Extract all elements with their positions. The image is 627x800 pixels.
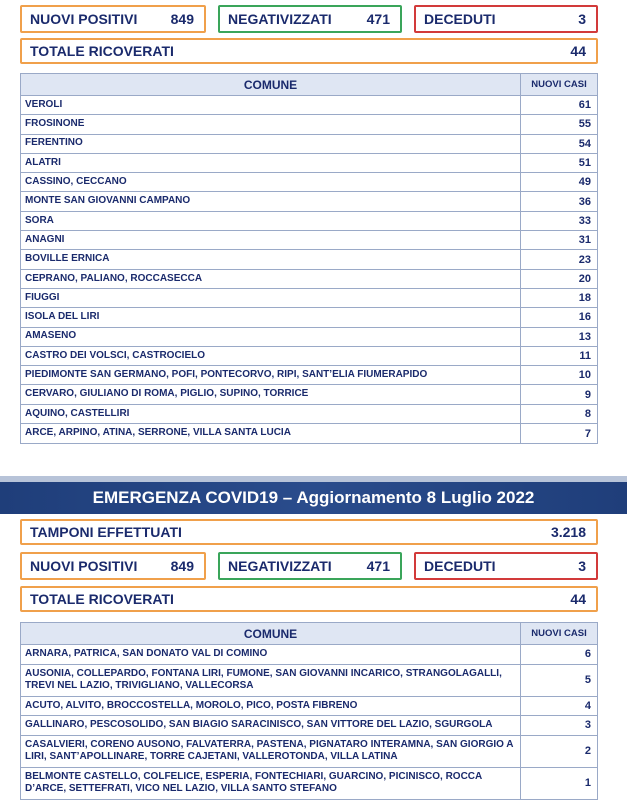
table-row: [21, 665, 597, 697]
nuovi-casi-cell: 51: [578, 157, 591, 170]
nuovi-casi-cell: 54: [578, 137, 591, 150]
table-row: [21, 328, 597, 347]
comune-cell: ANAGNI: [21, 231, 521, 249]
nuovi-positivi-value: 849: [170, 558, 194, 574]
tamponi-value: 3.218: [550, 524, 586, 540]
nuovi-casi-cell: 49: [578, 176, 591, 189]
table-row: [21, 716, 597, 736]
table-row: [21, 366, 597, 385]
negativizzati-box: [218, 552, 402, 580]
table-row: [21, 96, 597, 115]
header-comune: COMUNE: [21, 74, 521, 95]
negativizzati-value: 471: [366, 558, 390, 574]
table-row: [21, 736, 597, 768]
nuovi-casi-cell: 33: [578, 214, 591, 227]
comune-cell: AQUINO, CASTELLIRI: [21, 405, 521, 423]
nuovi-positivi-box: [20, 552, 206, 580]
comune-cell: ISOLA DEL LIRI: [21, 308, 521, 326]
deceduti-label: DECEDUTI: [424, 558, 496, 574]
table-row: [21, 385, 597, 404]
nuovi-casi-cell: 55: [578, 118, 591, 131]
negativizzati-label: NEGATIVIZZATI: [228, 558, 332, 574]
comune-cell: CASTRO DEI VOLSCI, CASTROCIELO: [21, 347, 521, 365]
comune-cell: GALLINARO, PESCOSOLIDO, SAN BIAGIO SARACINISCO, SAN VITTORE DEL LAZIO, SGURGOLA: [21, 716, 521, 735]
nuovi-casi-cell: 20: [578, 272, 591, 285]
nuovi-casi-cell: 61: [578, 99, 591, 112]
comune-cell: ARNARA, PATRICA, SAN DONATO VAL DI COMINO: [21, 645, 521, 664]
nuovi-casi-cell: 11: [579, 350, 591, 362]
comune-cell: CEPRANO, PALIANO, ROCCASECCA: [21, 270, 521, 288]
table-row: [21, 212, 597, 231]
nuovi-casi-cell: 1: [584, 777, 591, 789]
nuovi-casi-cell: 16: [578, 311, 591, 324]
table-row: [21, 645, 597, 665]
nuovi-casi-cell: 5: [584, 674, 591, 686]
comune-cell: FROSINONE: [21, 115, 521, 133]
comune-cell: BELMONTE CASTELLO, COLFELICE, ESPERIA, FONTECHIARI, GUARCINO, PICINISCO, ROCCA D’ARCE, SETTEFRATI, VICO NEL LAZIO, VILLA SANTO STEFANO: [21, 768, 521, 799]
comune-cell: ALATRI: [21, 154, 521, 172]
comune-cell: PIEDIMONTE SAN GERMANO, POFI, PONTECORVO, RIPI, SANT’ELIA FIUMERAPIDO: [21, 366, 521, 384]
nuovi-positivi-label: NUOVI POSITIVI: [30, 11, 138, 27]
deceduti-value: 3: [578, 558, 586, 574]
header-nuovi-casi: NUOVI CASI: [531, 628, 587, 639]
comune-cell: ACUTO, ALVITO, BROCCOSTELLA, MOROLO, PICO, POSTA FIBRENO: [21, 697, 521, 716]
table-row: [21, 289, 597, 308]
nuovi-positivi-label: NUOVI POSITIVI: [30, 558, 138, 574]
comune-cell: AMASENO: [21, 328, 521, 346]
top-stats-row: [20, 5, 598, 33]
table-row: [21, 231, 597, 250]
negativizzati-label: NEGATIVIZZATI: [228, 11, 332, 27]
nuovi-casi-cell: 31: [578, 234, 591, 247]
table-row: [21, 424, 597, 443]
bottom-cases-table: [20, 622, 598, 800]
nuovi-casi-cell: 8: [584, 407, 591, 420]
header-nuovi-casi: NUOVI CASI: [531, 79, 587, 90]
table-body: [21, 96, 597, 443]
totale-ricoverati-box: [20, 38, 598, 64]
comune-cell: BOVILLE ERNICA: [21, 250, 521, 268]
tamponi-box: [20, 519, 598, 545]
table-row: [21, 308, 597, 327]
nuovi-casi-cell: 4: [584, 699, 591, 712]
table-row: [21, 697, 597, 717]
comune-cell: ARCE, ARPINO, ATINA, SERRONE, VILLA SANTA LUCIA: [21, 424, 521, 443]
table-row: [21, 192, 597, 211]
nuovi-casi-cell: 18: [578, 292, 591, 305]
nuovi-positivi-value: 849: [170, 11, 194, 27]
deceduti-value: 3: [578, 11, 586, 27]
nuovi-casi-cell: 6: [584, 648, 591, 661]
table-header: [21, 623, 597, 645]
comune-cell: SORA: [21, 212, 521, 230]
negativizzati-box: [218, 5, 402, 33]
nuovi-casi-cell: 36: [578, 195, 591, 208]
nuovi-casi-cell: 7: [584, 427, 591, 440]
comune-cell: FERENTINO: [21, 135, 521, 153]
header-comune: COMUNE: [21, 623, 521, 644]
nuovi-casi-cell: 23: [578, 253, 591, 266]
table-row: [21, 405, 597, 424]
table-row: [21, 250, 597, 269]
comune-cell: CASALVIERI, CORENO AUSONO, FALVATERRA, PASTENA, PIGNATARO INTERAMNA, SAN GIORGIO A LIRI, SANT’APOLLINARE, TORRE CAJETANI, VALLEROTONDA, VILLA LATINA: [21, 736, 521, 767]
table-row: [21, 135, 597, 154]
bottom-stats-row: [20, 552, 598, 580]
nuovi-casi-cell: 3: [584, 719, 591, 732]
comune-cell: CERVARO, GIULIANO DI ROMA, PIGLIO, SUPINO, TORRICE: [21, 385, 521, 403]
table-row: [21, 270, 597, 289]
tamponi-label: TAMPONI EFFETTUATI: [30, 524, 182, 540]
table-row: [21, 173, 597, 192]
table-body: [21, 645, 597, 799]
negativizzati-value: 471: [366, 11, 390, 27]
totale-ricoverati-box: [20, 586, 598, 612]
totale-ricoverati-value: 44: [570, 43, 586, 59]
table-row: [21, 154, 597, 173]
deceduti-label: DECEDUTI: [424, 11, 496, 27]
table-row: [21, 768, 597, 799]
totale-ricoverati-label: TOTALE RICOVERATI: [30, 591, 174, 607]
nuovi-casi-cell: 13: [578, 330, 591, 343]
table-row: [21, 347, 597, 366]
totale-ricoverati-value: 44: [570, 591, 586, 607]
deceduti-box: [414, 552, 598, 580]
nuovi-positivi-box: [20, 5, 206, 33]
table-header: [21, 74, 597, 96]
comune-cell: MONTE SAN GIOVANNI CAMPANO: [21, 192, 521, 210]
top-cases-table: [20, 73, 598, 444]
table-row: [21, 115, 597, 134]
comune-cell: CASSINO, CECCANO: [21, 173, 521, 191]
page-title: EMERGENZA COVID19 – Aggiornamento 8 Luglio 2022: [0, 482, 627, 514]
nuovi-casi-cell: 2: [584, 745, 591, 757]
nuovi-casi-cell: 9: [584, 388, 591, 401]
comune-cell: AUSONIA, COLLEPARDO, FONTANA LIRI, FUMONE, SAN GIOVANNI INCARICO, STRANGOLAGALLI, TREVI NEL LAZIO, TRIVIGLIANO, VALLECORSA: [21, 665, 521, 696]
comune-cell: VEROLI: [21, 96, 521, 114]
deceduti-box: [414, 5, 598, 33]
comune-cell: FIUGGI: [21, 289, 521, 307]
totale-ricoverati-label: TOTALE RICOVERATI: [30, 43, 174, 59]
nuovi-casi-cell: 10: [578, 369, 591, 382]
